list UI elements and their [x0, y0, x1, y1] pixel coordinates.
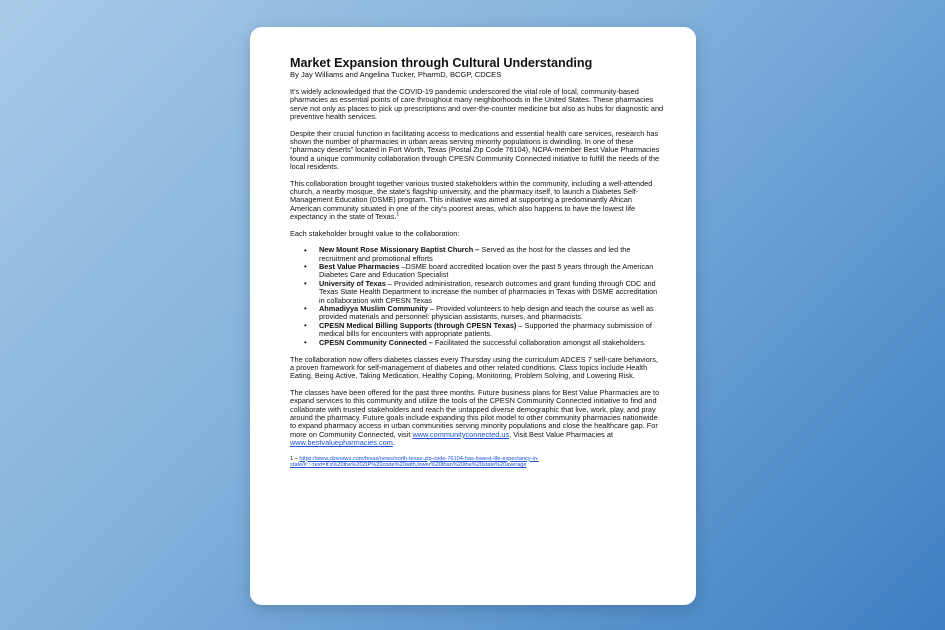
paragraph-1: It's widely acknowledged that the COVID-19 pandemic underscored the vital role of local, community-based pharmacies as essential points of care throughout many neighborhoods in the United States. These pharmacies serve not only as places to pick up prescriptions and over-the-counter medicine but also as hubs for diagnostic and preventive health services. — [290, 87, 664, 122]
best-value-link[interactable]: www.bestvaluepharmacies.com — [290, 438, 393, 448]
list-item — [304, 278, 664, 305]
paragraph-3 — [290, 180, 664, 222]
list-item — [304, 261, 664, 280]
bullet-icon: • — [304, 262, 307, 272]
footnote-ref: 1 — [396, 211, 400, 218]
footnote — [290, 456, 664, 469]
document-page — [250, 27, 696, 605]
stakeholder-name: CPESN Medical Billing Supports (through CPESN Texas) — [319, 320, 517, 330]
stakeholder-name: Ahmadiyya Muslim Community — [319, 303, 428, 313]
bullet-icon: • — [304, 245, 307, 255]
bullet-icon: • — [304, 304, 307, 314]
bullet-icon: • — [304, 338, 307, 348]
stakeholder-desc: – Supported the pharmacy submission of medical bills for encounters with appropriate patients. — [319, 320, 652, 339]
paragraph-6-end: . — [392, 438, 395, 448]
paragraph-5: The collaboration now offers diabetes classes every Thursday using the curriculum ADCES 7 self-care behaviors, a proven framework for self-management of diabetes and other related conditions. Class topics include Health Eating, Being Active, Taking Medication, Healthy Coping, Monitoring, Problem Solving, and Lowering Risk. — [290, 354, 658, 381]
stakeholder-desc: –DSME board accredited location over the past 5 years through the American Diabetes Care and Education Specialist — [319, 261, 654, 280]
stakeholder-desc: Served as the host for the classes and led the recruitment and promotional efforts — [319, 245, 631, 263]
paragraph-4: Each stakeholder brought value to the collaboration: — [290, 228, 460, 238]
stakeholder-name: CPESN Community Connected – — [319, 337, 433, 347]
stakeholder-desc: Facilitated the successful collaboration amongst all stakeholders. — [432, 337, 646, 347]
list-item — [304, 337, 664, 348]
stakeholder-name: University of Texas — [319, 278, 386, 288]
stakeholder-name: New Mount Rose Missionary Baptist Church – — [319, 245, 480, 255]
stakeholder-name: Best Value Pharmacies — [319, 261, 400, 271]
stakeholder-desc: – Provided volunteers to help design and teach the course as well as provided materials and personnel: physician assistants, nurses, and pharmacists. — [319, 303, 654, 322]
list-item — [304, 320, 664, 339]
article-byline: By Jay Williams and Angelina Tucker, PharmD, BCGP, CDCES — [290, 70, 502, 79]
paragraph-2: Despite their crucial function in facilitating access to medications and essential health care services, research has shown the number of pharmacies in urban areas serving minority populations is dwindling. In one of these “pharmacy deserts” located in Fort Worth, Texas (Postal Zip Code 76104), NCPA-member Best Value Pharmacies found a unique community collaboration through CPESN Community Connected initiative to fulfill the needs of the local residents. — [290, 128, 660, 172]
stakeholder-list — [290, 246, 664, 347]
paragraph-6-mid: . Visit Best Value Pharmacies at — [509, 429, 613, 439]
paragraph-3-text: This collaboration brought together various trusted stakeholders within the community, including a well-attended church, a nearby mosque, the state's flagship university, and the pharmacy itself, to launch a Diabetes Self-Management Education (DSME) program. This initiative was aimed at supporting a predominantly African American community situated in one of the city's poorest areas, which also happens to have the lowest life expectancy in the state of Texas. — [290, 178, 653, 222]
article-title: Market Expansion through Cultural Understanding — [290, 56, 593, 70]
paragraph-6-text: The classes have been offered for the past three months. Future business plans for Best Value Pharmacies are to expand services to this community and utilize the tools of the CPESN Community Connected initiative to find and collaborate with trusted stakeholders and reach the untapped diverse demographic that live, work, play, and pray around the pharmacy. Future goals include expanding this pilot model to other community pharmacies nationwide to expand pharmacy access in urban communities serving minority populations and close the healthcare gap. For more on Community Connected, visit — [290, 387, 660, 439]
list-item — [304, 245, 664, 263]
footnote-prefix: 1 – — [290, 455, 300, 462]
bullet-icon: • — [304, 279, 307, 289]
community-connected-link[interactable]: www.communityconnected.us — [412, 429, 510, 439]
bullet-icon: • — [304, 321, 307, 331]
list-item — [304, 303, 664, 322]
paragraph-6 — [290, 389, 664, 448]
stakeholder-desc: – Provided administration, research outcomes and grant funding through CDC and Texas State Health Department to increase the number of pharmacies in Texas with DSME accreditation in collaboration with CPESN Texas — [319, 278, 658, 305]
footnote-link[interactable]: https://www.cbsnews.com/texas/news/north-texas-zip-code-76104-has-lowest-life-expectancy-in-state/#:~:text=It's%20the%20ZIP%20code%20with,lower%20than%20the%20state%20average — [290, 455, 539, 469]
